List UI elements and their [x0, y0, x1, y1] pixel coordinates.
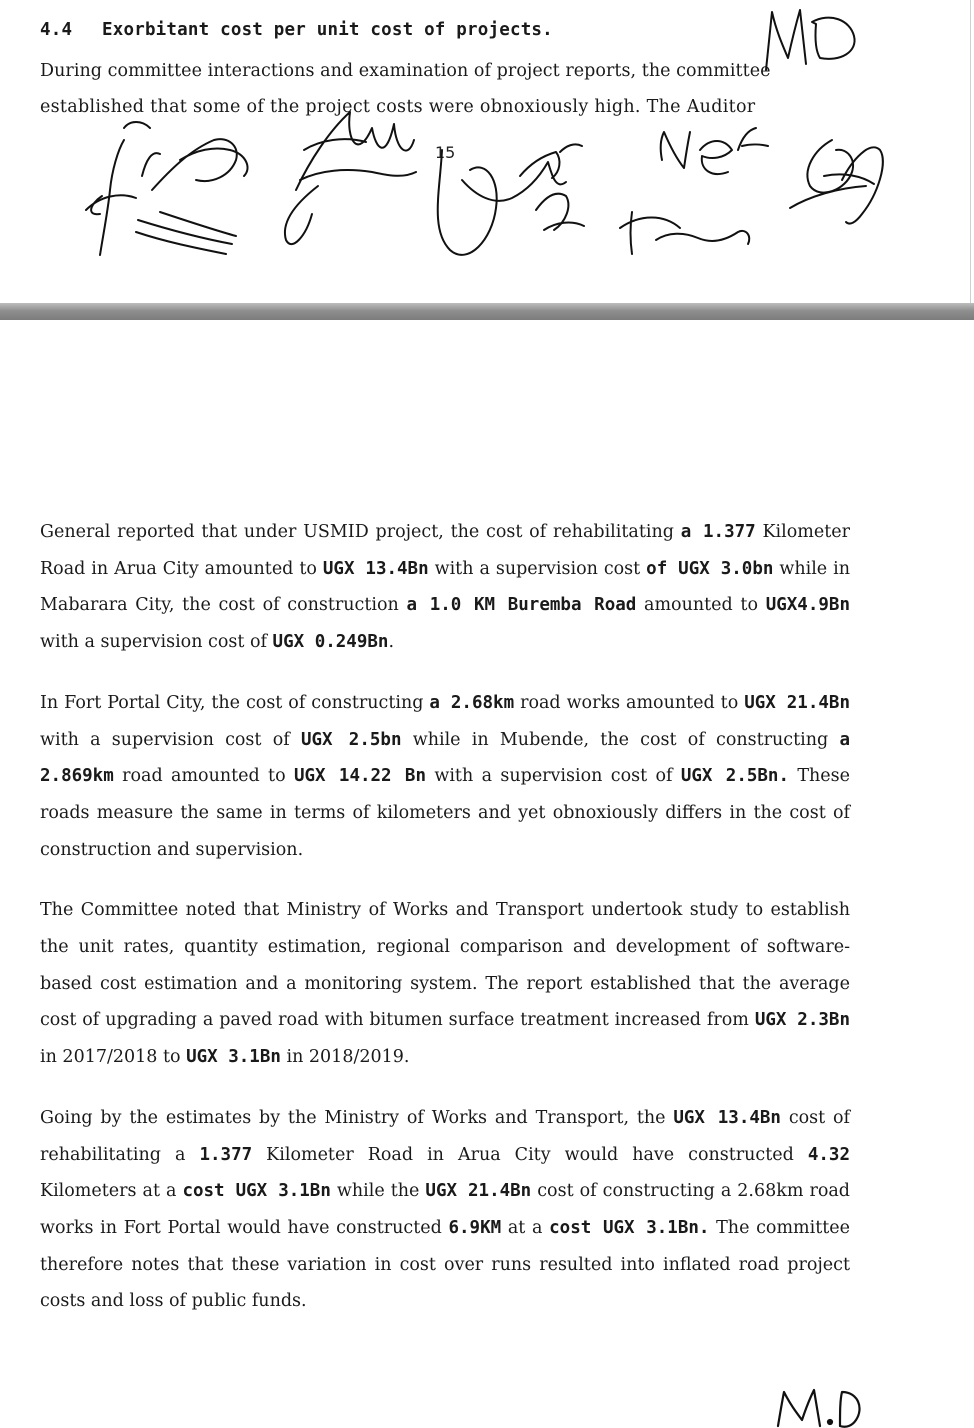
text-run: amounted to [636, 595, 766, 616]
intro-line-1: During committee interactions and examination of project reports, the committee [40, 61, 771, 81]
text-run: with a supervision cost of [426, 766, 681, 787]
paragraph-3 [40, 892, 850, 1076]
text-run: The committee therefore notes that these variation in cost over runs resulted into inflated road project costs and loss of public funds. [40, 1217, 851, 1312]
intro-line-2: established that some of the project costs were obnoxiously high. The Auditor [40, 97, 756, 117]
bold-figure: 1.377 [199, 1144, 253, 1165]
body-text [40, 514, 850, 1344]
text-run: Going by the estimates by the Ministry of Works and Transport, the [40, 1107, 674, 1128]
text-run: In Fort Portal City, the cost of constructing [40, 692, 430, 713]
bold-figure: UGX 2.5Bn. [680, 766, 789, 787]
paragraph-1 [40, 514, 850, 661]
text-run: in 2017/2018 to [40, 1047, 187, 1068]
text-run: Kilometer Road in Arua City amounted to [40, 522, 850, 579]
text-run: Kilometers at a [40, 1181, 183, 1202]
text-run: General reported that under USMID project, the cost of rehabilitating [40, 522, 681, 542]
bold-figure: of UGX 3.0bn [646, 558, 774, 579]
bold-figure: a 2.68km [429, 692, 515, 713]
signature-3 [285, 112, 416, 244]
bold-figure: a 1.0 KM Buremba Road [406, 595, 637, 616]
text-run: road works amounted to [514, 692, 745, 713]
bold-figure: UGX 2.3Bn [754, 1010, 850, 1031]
bold-figure: 4.32 [807, 1144, 850, 1165]
bold-figure: UGX 13.4Bn [322, 558, 429, 579]
signature-2 [136, 139, 248, 254]
signature-4 [438, 144, 584, 254]
text-run: at a [501, 1217, 550, 1238]
text-run: with a supervision cost of [40, 729, 301, 750]
bold-figure: UGX4.9Bn [765, 595, 850, 616]
section-number: 4.4 [40, 20, 73, 40]
text-run: Kilometer Road in Arua City would have constructed [252, 1144, 808, 1165]
page-gap-divider [0, 303, 974, 320]
bold-figure: a 1.377 [680, 522, 756, 542]
text-run: The Committee noted that Ministry of Works and Transport undertook study to establish the unit rates, quantity estimation, regional comparison and development of software-based cost estimation and a monitoring system. The report established that the average cost of upgrading a paved road with bitumen surface treatment increased from [40, 900, 850, 1031]
signatures-area [0, 0, 970, 303]
bold-figure: UGX 13.4Bn [673, 1107, 781, 1128]
bold-figure: cost UGX 3.1Bn [182, 1181, 331, 1202]
bold-figure: cost UGX 3.1Bn. [549, 1217, 710, 1238]
lower-page [0, 320, 974, 1424]
section-title: Exorbitant cost per unit cost of projects. [102, 20, 553, 40]
text-run: cost of constructing a 2.68km road works in Fort Portal would have constructed [40, 1181, 851, 1238]
bold-figure: 6.9KM [448, 1217, 502, 1238]
bold-figure: UGX 14.22 Bn [293, 766, 426, 787]
signature-5 [620, 128, 768, 254]
bold-figure: a 2.869km [40, 729, 850, 787]
text-run: in 2018/2019. [280, 1047, 410, 1068]
paragraph-4 [40, 1100, 850, 1320]
text-run: while in Mabarara City, the cost of construction [40, 558, 850, 616]
initials-md-top [766, 10, 855, 70]
page-number: 15 [435, 143, 456, 162]
text-run: with a supervision cost of [40, 632, 273, 653]
bold-figure: UGX 21.4Bn [425, 1181, 532, 1202]
signature-6 [790, 140, 883, 224]
initials-md-bottom [768, 1388, 878, 1428]
bold-figure: UGX 0.249Bn [272, 632, 389, 653]
text-run: cost of rehabilitating a [40, 1107, 851, 1165]
text-run: with a supervision cost [428, 558, 647, 579]
text-run: These roads measure the same in terms of kilometers and yet obnoxiously differs in the cost of construction and supervision. [40, 766, 850, 860]
bold-figure: UGX 2.5bn [300, 729, 402, 750]
text-run: road amounted to [113, 766, 294, 787]
bold-figure: UGX 21.4Bn [744, 692, 850, 713]
text-run: . [388, 632, 395, 653]
bold-figure: UGX 3.1Bn [186, 1047, 281, 1068]
upper-page-fragment [0, 0, 971, 303]
text-run: while the [330, 1181, 426, 1202]
paragraph-2 [40, 685, 850, 869]
text-run: while in Mubende, the cost of constructing [401, 729, 840, 750]
